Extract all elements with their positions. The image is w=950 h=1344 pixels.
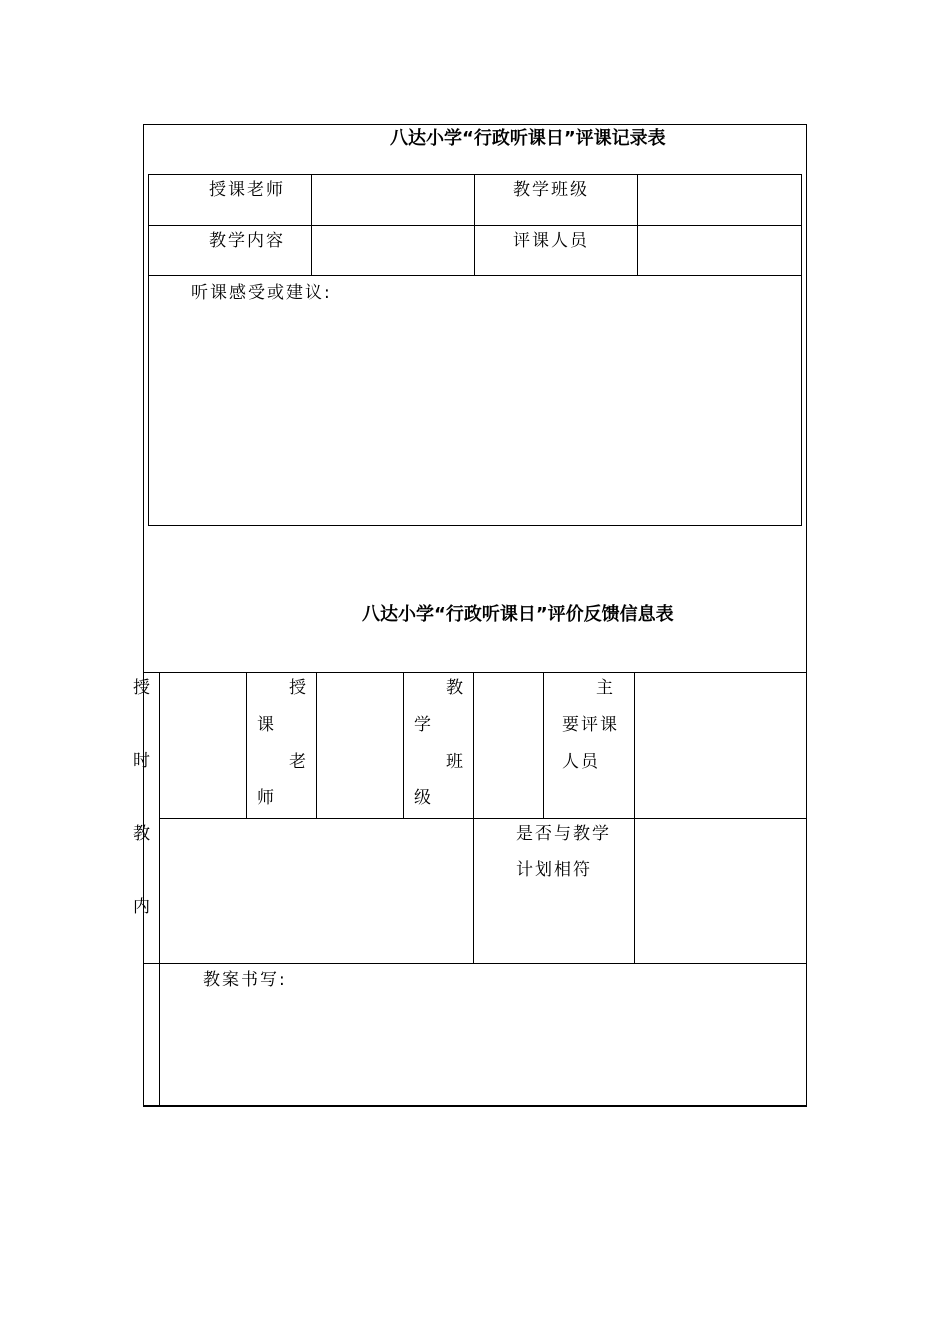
feedback-field[interactable] (149, 305, 801, 524)
teacher-label-line-3: 老 (289, 752, 308, 772)
teacher-label: 授课老师 (209, 180, 285, 200)
reviewer-label-line-2: 要评课 (562, 715, 619, 735)
plan-match-field[interactable] (635, 819, 806, 963)
class-label-line-2: 学 (414, 715, 433, 735)
reviewer-label-line-1: 主 (596, 678, 615, 698)
content-field[interactable] (312, 226, 474, 275)
teacher-label-line-2: 课 (257, 715, 276, 735)
content-label-char-2: 内 (133, 897, 152, 917)
feedback-class-field[interactable] (474, 673, 543, 818)
outer-frame-right (806, 124, 807, 673)
content-label-char-1: 教 (133, 824, 152, 844)
feedback-label: 听课感受或建议: (191, 283, 332, 303)
class-field[interactable] (638, 175, 801, 225)
plan-match-label-line-2: 计划相符 (516, 860, 592, 880)
reviewer-label: 评课人员 (513, 231, 589, 251)
feedback-form-title: 八达小学“行政听课日”评价反馈信息表 (362, 604, 674, 625)
record-form-title: 八达小学“行政听课日”评课记录表 (390, 128, 666, 149)
teacher-label-line-1: 授 (289, 678, 308, 698)
reviewer-field[interactable] (638, 226, 801, 275)
feedback-reviewer-field[interactable] (635, 673, 806, 818)
reviewer-label-line-3: 人员 (562, 752, 600, 772)
time-label-char-1: 授 (133, 678, 152, 698)
feedback-teacher-field[interactable] (317, 673, 403, 818)
lesson-plan-field[interactable] (160, 994, 806, 1104)
teacher-label-line-4: 师 (257, 788, 276, 808)
lesson-plan-label: 教案书写: (203, 970, 287, 990)
time-label-char-2: 时 (133, 751, 152, 771)
class-label-line-1: 教 (446, 678, 465, 698)
class-label: 教学班级 (513, 180, 589, 200)
outer-frame-top (143, 124, 807, 125)
lesson-time-field[interactable] (160, 673, 246, 818)
plan-match-label-line-1: 是否与教学 (516, 824, 611, 844)
outer-frame-left (143, 124, 144, 1107)
class-label-line-4: 级 (414, 788, 433, 808)
content-label: 教学内容 (209, 231, 285, 251)
lesson-content-field[interactable] (160, 819, 473, 963)
class-label-line-3: 班 (446, 752, 465, 772)
teacher-field[interactable] (312, 175, 474, 225)
